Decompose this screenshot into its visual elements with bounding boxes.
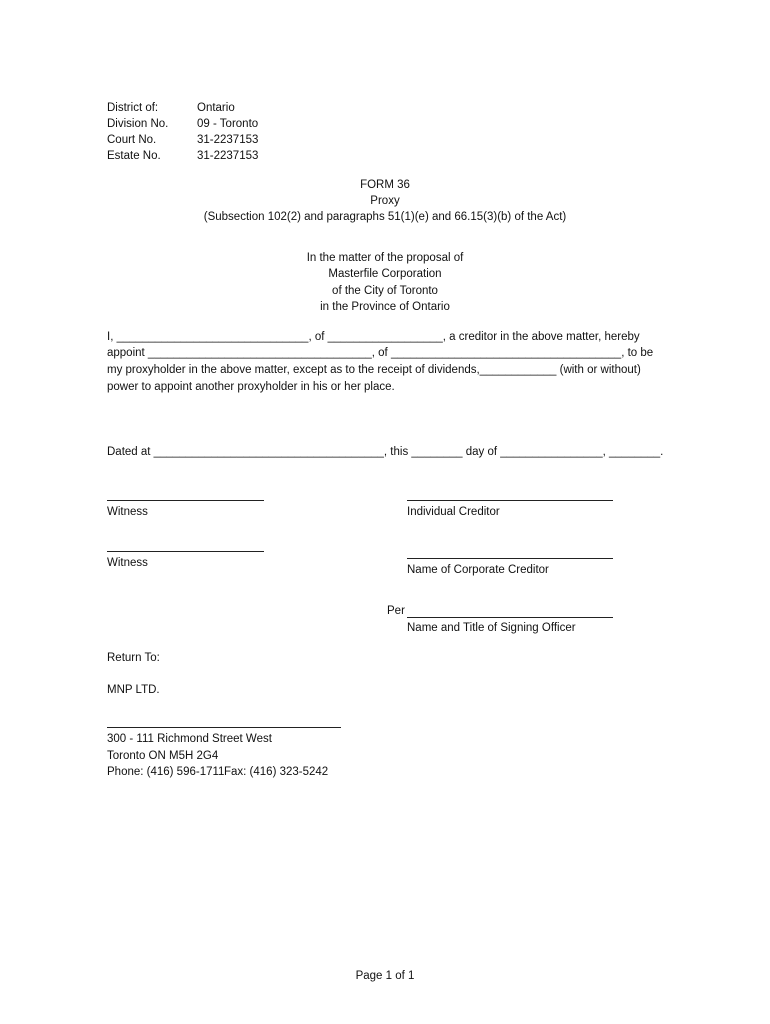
matter-line-3: of the City of Toronto [332, 285, 438, 297]
form-title: Proxy [370, 195, 400, 207]
matter-line-1: In the matter of the proposal of [306, 252, 464, 264]
page-number: Page 1 of 1 [355, 970, 415, 982]
division-value: 09 - Toronto [197, 118, 259, 130]
individual-creditor-label: Individual Creditor [407, 506, 500, 518]
district-value: Ontario [197, 102, 235, 114]
return-to-phone: Phone: (416) 596-1711 [107, 766, 225, 778]
body-line-4: power to appoint another proxyholder in his or her place. [107, 381, 395, 393]
court-label: Court No. [107, 134, 157, 146]
return-to-divider-line [107, 727, 341, 728]
dated-line: Dated at ____________________________________, this ________ day of ________________, ________. [107, 446, 664, 458]
witness-1-label: Witness [107, 506, 148, 518]
witness-2-label: Witness [107, 557, 148, 569]
matter-line-2: Masterfile Corporation [328, 268, 442, 280]
return-to-address-1: 300 - 111 Richmond Street West [107, 733, 272, 745]
return-to-address-2: Toronto ON M5H 2G4 [107, 750, 219, 762]
matter-line-4: in the Province of Ontario [320, 301, 450, 313]
return-to-label: Return To: [107, 652, 160, 664]
division-label: Division No. [107, 118, 169, 130]
witness-1-signature-line [107, 500, 264, 501]
form-number: FORM 36 [360, 179, 410, 191]
body-line-1: I, ______________________________, of __________________, a creditor in the above matter, hereby [107, 331, 640, 343]
signing-officer-label: Name and Title of Signing Officer [407, 622, 576, 634]
estate-label: Estate No. [107, 150, 161, 162]
form-reference: (Subsection 102(2) and paragraphs 51(1)(e) and 66.15(3)(b) of the Act) [203, 211, 567, 223]
per-label: Per [387, 605, 405, 617]
court-value: 31-2237153 [197, 134, 259, 146]
witness-2-signature-line [107, 551, 264, 552]
estate-value: 31-2237153 [197, 150, 259, 162]
body-line-3: my proxyholder in the above matter, except as to the receipt of dividends,____________ (with or without) [107, 364, 641, 376]
corporate-creditor-label: Name of Corporate Creditor [407, 564, 549, 576]
signing-officer-signature-line [407, 617, 613, 618]
district-label: District of: [107, 102, 159, 114]
return-to-company: MNP LTD. [107, 684, 160, 696]
body-line-2: appoint ___________________________________, of ____________________________________, to be [107, 347, 654, 359]
return-to-fax: Fax: (416) 323-5242 [224, 766, 329, 778]
corporate-creditor-signature-line [407, 558, 613, 559]
individual-creditor-signature-line [407, 500, 613, 501]
